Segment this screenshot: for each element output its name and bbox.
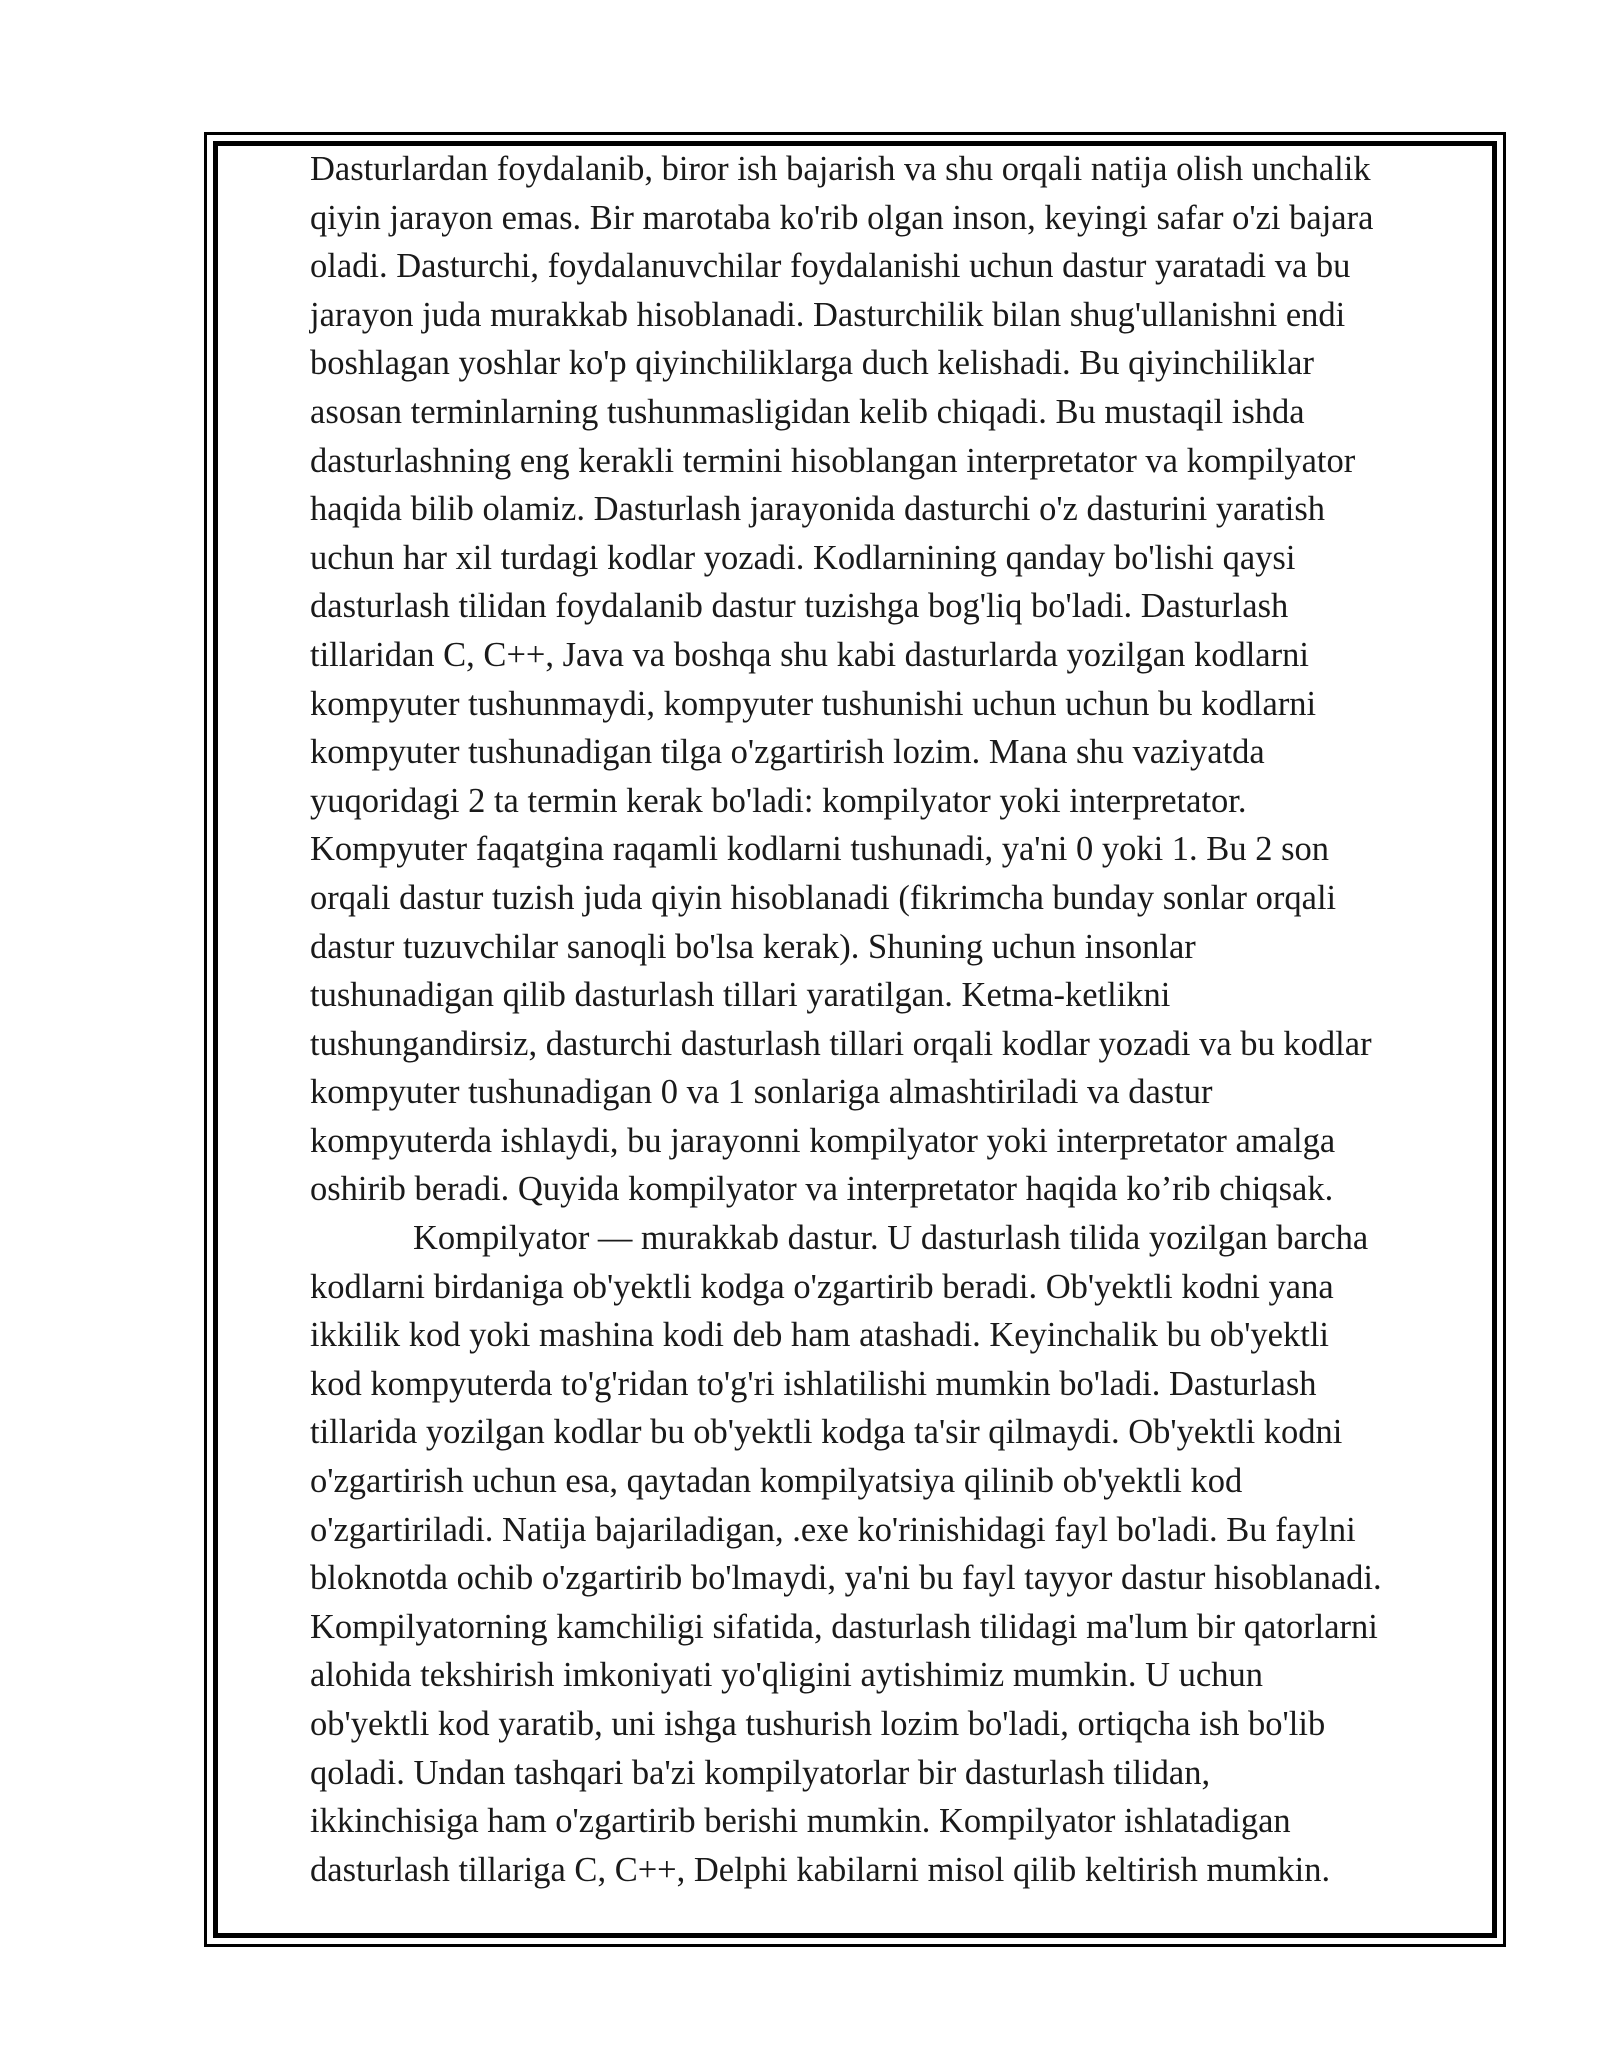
text-line: dasturlash tillariga C, C++, Delphi kabilarni misol qilib keltirish mumkin. xyxy=(310,1850,1331,1889)
text-line: tushungandirsiz, dasturchi dasturlash tillari orqali kodlar yozadi va bu kodlar xyxy=(310,1024,1372,1063)
text-line: oladi. Dasturchi, foydalanuvchilar foydalanishi uchun dastur yaratadi va bu xyxy=(310,247,1351,286)
text-line: orqali dastur tuzish juda qiyin hisoblanadi (fikrimcha bunday sonlar orqali xyxy=(310,878,1337,917)
text-line: kompyuter tushunadigan tilga o'zgartirish lozim. Mana shu vaziyatda xyxy=(310,733,1265,772)
text-line: tushunadigan qilib dasturlash tillari yaratilgan. Ketma-ketlikni xyxy=(310,976,1171,1015)
text-line: dasturlash tilidan foydalanib dastur tuzishga bog'liq bo'ladi. Dasturlash xyxy=(310,587,1289,626)
text-line: qoladi. Undan tashqari ba'zi kompilyatorlar bir dasturlash tilidan, xyxy=(310,1753,1211,1792)
text-line: kompyuter tushunadigan 0 va 1 sonlariga almashtiriladi va dastur xyxy=(310,1073,1213,1112)
text-line: uchun har xil turdagi kodlar yozadi. Kodlarnining qanday bo'lishi qaysi xyxy=(310,538,1296,577)
text-line: ob'yektli kod yaratib, uni ishga tushurish lozim bo'ladi, ortiqcha ish bo'lib xyxy=(310,1705,1326,1743)
paragraph-first-line: Kompilyator — murakkab dastur. U dasturlash tilida yozilgan barcha xyxy=(413,1219,1369,1258)
text-line: jarayon juda murakkab hisoblanadi. Dasturchilik bilan shug'ullanishni endi xyxy=(310,295,1346,334)
text-line: kod kompyuterda to'g'ridan to'g'ri ishlatilishi mumkin bo'ladi. Dasturlash xyxy=(310,1364,1317,1403)
text-line: ikkinchisiga ham o'zgartirib berishi mumkin. Kompilyator ishlatadigan xyxy=(310,1802,1291,1841)
text-line: bloknotda ochib o'zgartirib bo'lmaydi, ya'ni bu fayl tayyor dastur hisoblanadi. xyxy=(310,1559,1382,1598)
text-line: o'zgartirish uchun esa, qaytadan kompilyatsiya qilinib ob'yektli kod xyxy=(310,1462,1243,1501)
text-line: qiyin jarayon emas. Bir marotaba ko'rib olgan inson, keyingi safar o'zi bajara xyxy=(310,198,1374,237)
text-line: Dasturlardan foydalanib, biror ish bajarish va shu orqali natija olish unchalik xyxy=(310,150,1371,188)
text-line: asosan terminlarning tushunmasligidan kelib chiqadi. Bu mustaqil ishda xyxy=(310,392,1305,431)
text-line: tillaridan C, C++, Java va boshqa shu kabi dasturlarda yozilgan kodlarni xyxy=(310,635,1309,674)
text-line: yuqoridagi 2 ta termin kerak bo'ladi: kompilyator yoki interpretator. xyxy=(310,781,1247,820)
text-line: tillarida yozilgan kodlar bu ob'yektli kodga ta'sir qilmaydi. Ob'yektli kodni xyxy=(310,1413,1343,1452)
text-line: dastur tuzuvchilar sanoqli bo'lsa kerak). Shuning uchun insonlar xyxy=(310,927,1196,966)
text-line: kodlarni birdaniga ob'yektli kodga o'zgartirib beradi. Ob'yektli kodni yana xyxy=(310,1267,1334,1306)
text-line: o'zgartiriladi. Natija bajariladigan, .exe ko'rinishidagi fayl bo'ladi. Bu faylni xyxy=(310,1510,1356,1549)
text-line: haqida bilib olamiz. Dasturlash jarayonida dasturchi o'z dasturini yaratish xyxy=(310,490,1326,529)
text-line: ikkilik kod yoki mashina kodi deb ham atashadi. Keyinchalik bu ob'yektli xyxy=(310,1316,1329,1355)
text-line: Kompyuter faqatgina raqamli kodlarni tushunadi, ya'ni 0 yoki 1. Bu 2 son xyxy=(310,830,1329,869)
text-line: oshirib beradi. Quyida kompilyator va interpretator haqida ko’rib chiqsak. xyxy=(310,1170,1334,1209)
text-line: dasturlashning eng kerakli termini hisoblangan interpretator va kompilyator xyxy=(310,441,1356,480)
text-line: kompyuterda ishlaydi, bu jarayonni kompilyator yoki interpretator amalga xyxy=(310,1121,1336,1160)
text-line: Kompilyatorning kamchiligi sifatida, dasturlash tilidagi ma'lum bir qatorlarni xyxy=(310,1607,1378,1646)
text-line: boshlagan yoshlar ko'p qiyinchiliklarga duch kelishadi. Bu qiyinchiliklar xyxy=(310,344,1314,383)
document-body xyxy=(310,145,1460,1894)
text-line: alohida tekshirish imkoniyati yo'qligini aytishimiz mumkin. U uchun xyxy=(310,1656,1263,1695)
text-line: kompyuter tushunmaydi, kompyuter tushunishi uchun uchun bu kodlarni xyxy=(310,684,1317,723)
